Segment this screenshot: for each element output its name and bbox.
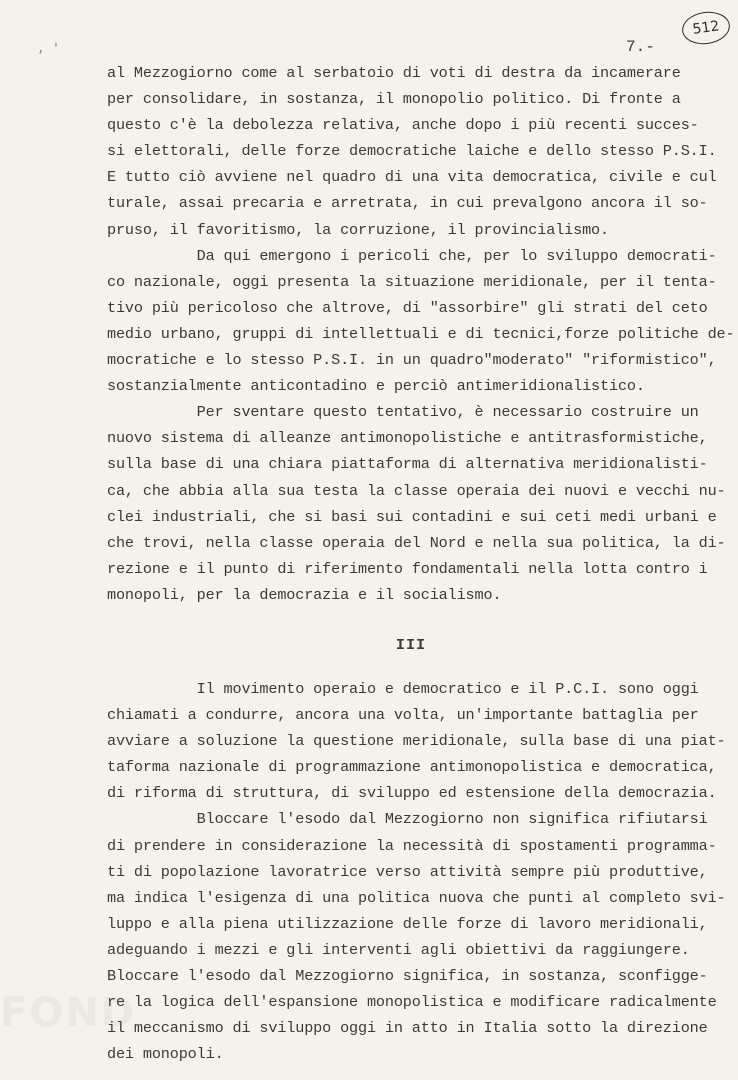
text-line: medio urbano, gruppi di intellettuali e di tecnici,forze politiche de- [107,324,735,343]
text-line: Bloccare l'esodo dal Mezzogiorno non significa rifiutarsi [107,810,708,829]
text-line: tivo più pericoloso che altrove, di "assorbire" gli strati del ceto [107,298,708,317]
text-line: che trovi, nella classe operaia del Nord e nella sua politica, la di- [107,533,726,552]
margin-marks: , ' [38,42,60,56]
text-line: mocratiche e lo stesso P.S.I. in un quadro"moderato" "riformistico", [107,351,717,370]
text-line: turale, assai precaria e arretrata, in cui prevalgono ancora il so- [107,194,708,213]
paragraph [107,60,727,243]
document-body [107,60,735,1067]
text-line: il meccanismo di sviluppo oggi in atto in Italia sotto la direzione [107,1019,708,1038]
text-line: sulla base di una chiara piattaforma di alternativa meridionalisti- [107,455,708,474]
text-line: nuovo sistema di alleanze antimonopolistiche e antitrasformistiche, [107,429,708,448]
text-line: di riforma di struttura, di sviluppo ed estensione della democrazia. [107,784,717,803]
text-line: clei industriali, che si basi sui contadini e sui ceti medi urbani e [107,507,717,526]
page-number: 7.- [626,38,655,56]
text-line: monopoli, per la democrazia e il socialismo. [107,585,502,604]
text-line: luppo e alla piena utilizzazione delle forze di lavoro meridionali, [107,914,708,933]
text-line: rezione e il punto di riferimento fondamentali nella lotta contro i [107,559,708,578]
text-line: questo c'è la debolezza relativa, anche dopo i più recenti succes- [107,116,699,135]
text-line: ca, che abbia alla sua testa la classe operaia dei nuovi e vecchi nu- [107,481,726,500]
text-line: Per sventare questo tentativo, è necessario costruire un [107,403,699,422]
section-heading: III [395,635,427,654]
text-line: si elettorali, delle forze democratiche laiche e dello stesso P.S.I. [107,142,717,161]
text-line: Bloccare l'esodo dal Mezzogiorno significa, in sostanza, sconfigge- [107,967,708,985]
text-line: ma indica l'esigenza di una politica nuova che punti al completo svi- [107,888,726,907]
text-line: E tutto ciò avviene nel quadro di una vita democratica, civile e cul [107,168,717,187]
text-line: chiamati a condurre, ancora una volta, un'importante battaglia per [107,706,699,725]
paragraph [107,676,727,806]
text-line: Da qui emergono i pericoli che, per lo sviluppo democrati- [107,246,717,265]
text-line: ti di popolazione lavoratrice verso attività sempre più produttive, [107,862,708,881]
text-line: pruso, il favoritismo, la corruzione, il provincialismo. [107,220,609,239]
archive-watermark: FOND [0,990,137,1036]
text-line: taforma nazionale di programmazione antimonopolistica e democratica, [107,758,717,777]
text-line: dei monopoli. [107,1045,224,1064]
text-line: adeguando i mezzi e gli interventi agli obiettivi da raggiungere. [107,940,690,959]
section-1 [107,60,735,608]
text-line: al Mezzogiorno come al serbatoio di voti di destra da incamerare [107,64,681,82]
text-line: sostanzialmente anticontadino e perciò antimeridionalistico. [107,377,645,396]
archive-stamp: 512 [680,9,732,47]
text-line: co nazionale, oggi presenta la situazione meridionale, per il tenta- [107,272,717,291]
section-2 [107,676,727,1067]
text-line: Il movimento operaio e democratico e il P.C.I. sono oggi [107,679,699,698]
text-line: di prendere in considerazione la necessità di spostamenti programma- [107,836,717,855]
paragraph [107,243,735,400]
paragraph [107,399,727,608]
text-line: avviare a soluzione la questione meridionale, sulla base di una piat- [107,732,726,751]
text-line: re la logica dell'espansione monopolistica e modificare radicalmente [107,993,717,1012]
paragraph [107,806,727,1067]
text-line: per consolidare, in sostanza, il monopolio politico. Di fronte a [107,90,681,109]
